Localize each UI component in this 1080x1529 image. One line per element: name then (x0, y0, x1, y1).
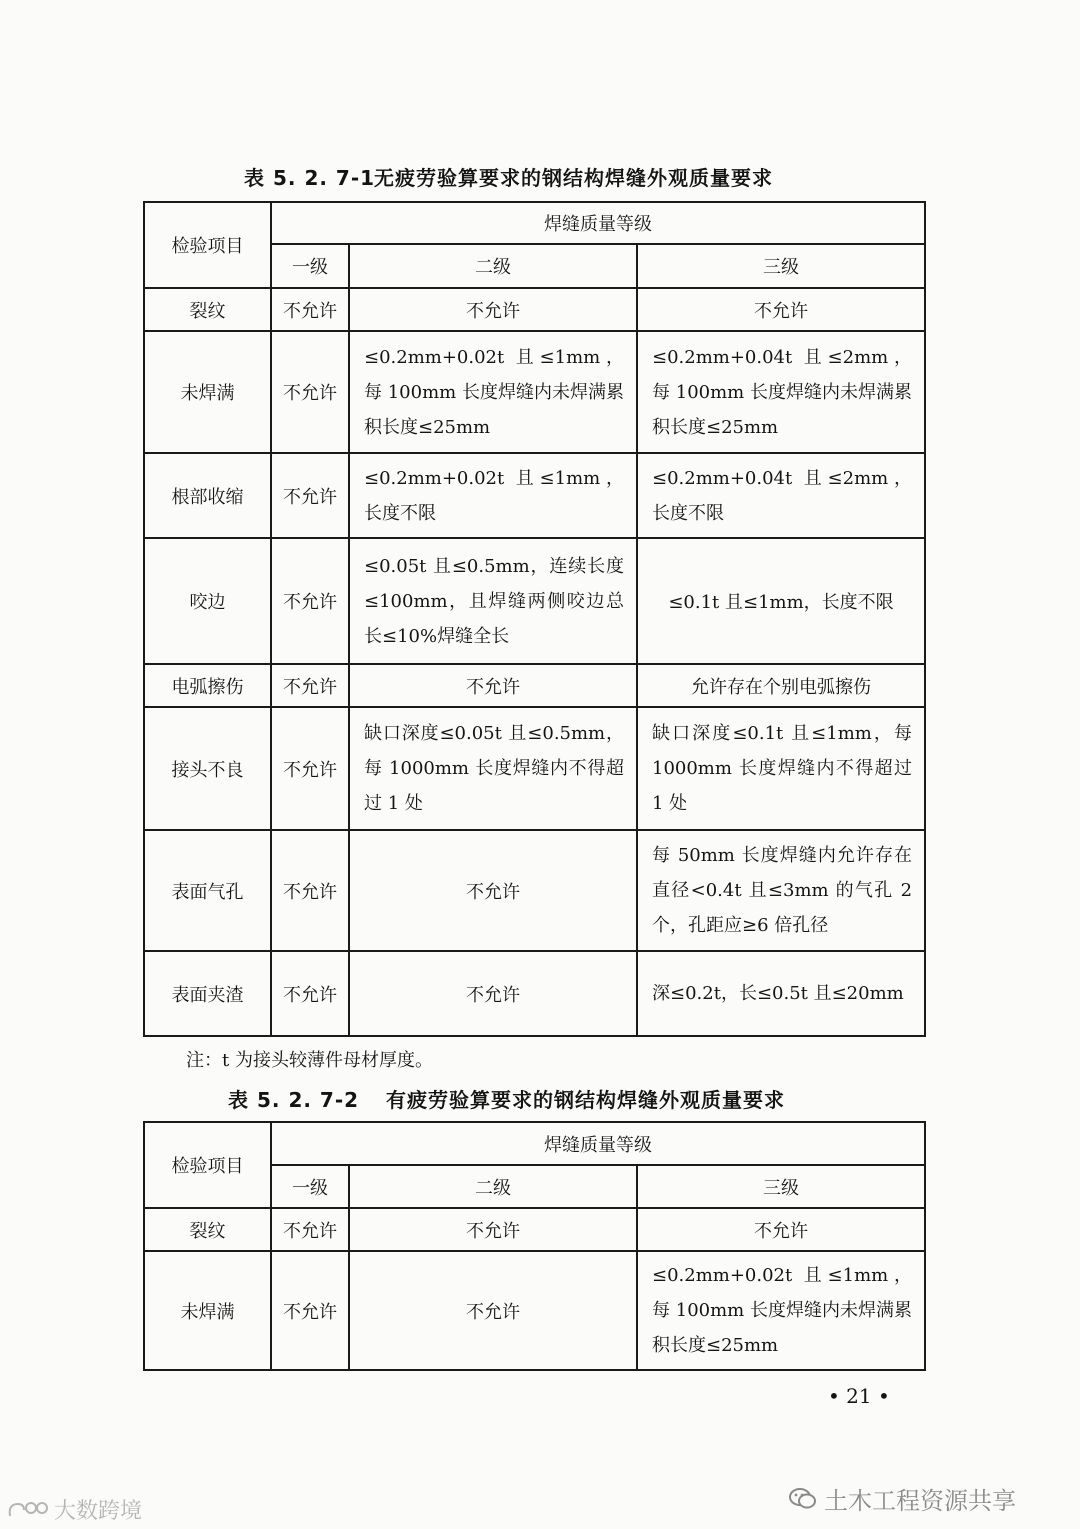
row-item: 未焊满 (144, 1251, 271, 1370)
table-row (144, 707, 925, 830)
row-grade-1: 不允许 (271, 951, 349, 1036)
row-grade-3: 不允许 (637, 1208, 925, 1251)
wechat-chat-icon (788, 1486, 818, 1512)
header-grade: 焊缝质量等级 (271, 1122, 925, 1165)
watermark-left-text: 大数跨境 (54, 1499, 143, 1524)
dashuju-logo-icon (6, 1498, 50, 1522)
header-grade-2: 二级 (349, 244, 637, 288)
row-item: 未焊满 (144, 331, 271, 453)
row-grade-2: 不允许 (349, 288, 637, 331)
table2-number: 表 5. 2. 7-2 (228, 1088, 360, 1112)
row-grade-1: 不允许 (271, 664, 349, 707)
row-grade-3: ≤0.2mm+0.02t 且≤1mm，每 100mm 长度焊缝内未焊满累积长度≤25mm (637, 1251, 925, 1370)
row-item: 电弧擦伤 (144, 664, 271, 707)
row-grade-1: 不允许 (271, 331, 349, 453)
header-grade-2: 二级 (349, 1165, 637, 1208)
row-grade-2: ≤0.2mm+0.02t 且≤1mm，长度不限 (349, 453, 637, 538)
row-grade-1: 不允许 (271, 1208, 349, 1251)
header-item: 检验项目 (144, 202, 271, 288)
table-row (144, 664, 925, 707)
row-grade-2: 不允许 (349, 830, 637, 951)
watermark-right-text: 土木工程资源共享 (824, 1487, 1016, 1515)
row-item: 裂纹 (144, 1208, 271, 1251)
row-grade-3: ≤0.2mm+0.04t 且≤2mm，长度不限 (637, 453, 925, 538)
table1-note: 注：t 为接头较薄件母材厚度。 (186, 1050, 433, 1071)
watermark-right (788, 1481, 1016, 1516)
table1-number: 表 5. 2. 7-1 (244, 166, 376, 190)
row-grade-3: 缺口深度≤0.1t 且≤1mm，每 1000mm 长度焊缝内不得超过 1 处 (637, 707, 925, 830)
row-grade-1: 不允许 (271, 1251, 349, 1370)
row-item: 咬边 (144, 538, 271, 664)
header-grade-1: 一级 (271, 244, 349, 288)
row-grade-3: 每 50mm 长度焊缝内允许存在直径<0.4t 且≤3mm 的气孔 2 个，孔距应≥6 倍孔径 (637, 830, 925, 951)
row-grade-3: ≤0.1t 且≤1mm，长度不限 (637, 538, 925, 664)
table-row (144, 538, 925, 664)
row-item: 裂纹 (144, 288, 271, 331)
table-row (144, 1251, 925, 1370)
table-row (144, 288, 925, 331)
row-grade-1: 不允许 (271, 288, 349, 331)
page-number: • 21 • (828, 1384, 890, 1408)
header-item: 检验项目 (144, 1122, 271, 1208)
header-grade: 焊缝质量等级 (271, 202, 925, 244)
row-grade-2: 不允许 (349, 951, 637, 1036)
row-grade-2: 缺口深度≤0.05t 且≤0.5mm，每 1000mm 长度焊缝内不得超过 1 处 (349, 707, 637, 830)
row-grade-2: ≤0.05t 且≤0.5mm，连续长度≤100mm，且焊缝两侧咬边总长≤10%焊缝全长 (349, 538, 637, 664)
table-row (144, 331, 925, 453)
row-grade-3: 允许存在个别电弧擦伤 (637, 664, 925, 707)
table-row (144, 951, 925, 1036)
table1-title: 无疲劳验算要求的钢结构焊缝外观质量要求 (374, 166, 773, 190)
watermark-left (6, 1494, 142, 1525)
table-row (144, 830, 925, 951)
table2 (143, 1121, 926, 1371)
header-grade-3: 三级 (637, 1165, 925, 1208)
header-grade-3: 三级 (637, 244, 925, 288)
row-grade-3: 深≤0.2t，长≤0.5t 且≤20mm (637, 951, 925, 1036)
row-grade-1: 不允许 (271, 538, 349, 664)
row-grade-1: 不允许 (271, 453, 349, 538)
row-item: 表面夹渣 (144, 951, 271, 1036)
row-grade-3: 不允许 (637, 288, 925, 331)
row-grade-1: 不允许 (271, 830, 349, 951)
row-grade-2: ≤0.2mm+0.02t 且≤1mm，每 100mm 长度焊缝内未焊满累积长度≤25mm (349, 331, 637, 453)
row-item: 接头不良 (144, 707, 271, 830)
header-grade-1: 一级 (271, 1165, 349, 1208)
row-grade-2: 不允许 (349, 1208, 637, 1251)
row-grade-1: 不允许 (271, 707, 349, 830)
row-item: 表面气孔 (144, 830, 271, 951)
table1 (143, 201, 926, 1037)
table-row (144, 453, 925, 538)
table-row (144, 1208, 925, 1251)
table2-title: 有疲劳验算要求的钢结构焊缝外观质量要求 (386, 1088, 785, 1112)
row-grade-2: 不允许 (349, 1251, 637, 1370)
row-grade-3: ≤0.2mm+0.04t 且≤2mm，每 100mm 长度焊缝内未焊满累积长度≤25mm (637, 331, 925, 453)
row-grade-2: 不允许 (349, 664, 637, 707)
row-item: 根部收缩 (144, 453, 271, 538)
